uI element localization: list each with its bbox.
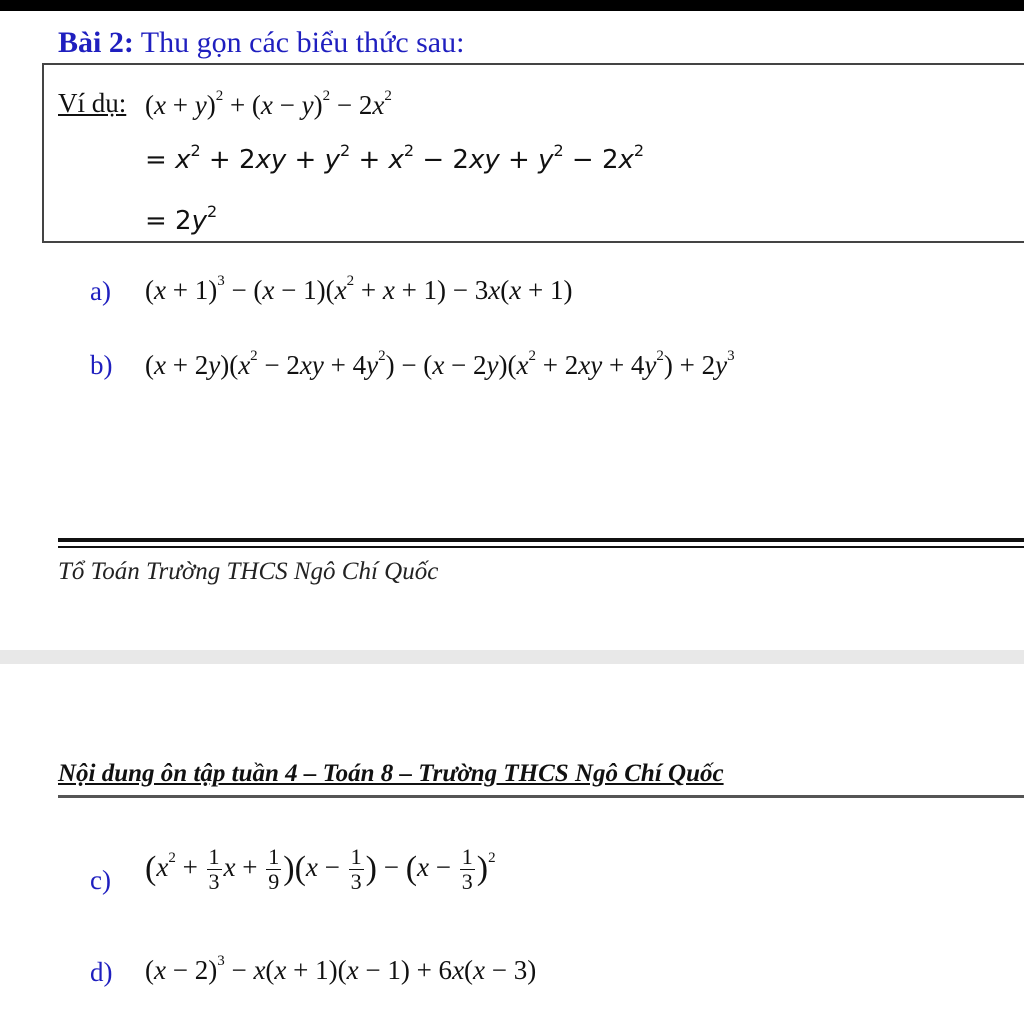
item-b-expression: $(x + 2y)(x^2 - 2xy + 4y^2) - (x - 2y)(x^2 + 2xy + 4y^2) + 2y^3$ bbox=[145, 348, 735, 380]
example-step-1: = $x^2 + 2xy + y^2 + x^2 - 2xy + y^2 - 2x^2$ bbox=[145, 141, 645, 175]
example-label: Ví dụ: bbox=[58, 88, 127, 118]
item-a-label: a) bbox=[90, 276, 111, 306]
page-header: Nội dung ôn tập tuần 4 – Toán 8 – Trường THCS Ngô Chí Quốc bbox=[58, 760, 724, 787]
item-c-label: c) bbox=[90, 865, 111, 895]
header-rule bbox=[58, 795, 1024, 798]
example-step-2: = $2y^2$ bbox=[145, 202, 218, 236]
item-a-expression: $(x + 1)^3 - (x - 1)(x^2 + x + 1) - 3x(x + 1)$ bbox=[145, 273, 573, 305]
page-gap bbox=[0, 650, 1024, 664]
item-b-label: b) bbox=[90, 350, 113, 380]
top-border bbox=[0, 0, 1024, 11]
exercise-title: Bài 2: Thu gọn các biểu thức sau: bbox=[58, 26, 465, 59]
item-d-label: d) bbox=[90, 957, 113, 987]
example-expression: $(x + y)^2 + (x - y)^2 - 2x^2$ bbox=[145, 88, 392, 120]
page-footer: Tổ Toán Trường THCS Ngô Chí Quốc bbox=[58, 558, 439, 585]
footer-rule-thin bbox=[58, 546, 1024, 548]
item-c-expression: ($x^2$ + $\frac{1}{3}$ x + $\frac{1}{9}$ )(x − $\frac{1}{3}$ ) − (x − $\frac{1}{3}$ )$^2$ bbox=[145, 844, 496, 895]
item-d-expression: $(x - 2)^3 - x(x + 1)(x - 1) + 6x(x - 3)$ bbox=[145, 953, 537, 985]
footer-rule-thick bbox=[58, 538, 1024, 542]
